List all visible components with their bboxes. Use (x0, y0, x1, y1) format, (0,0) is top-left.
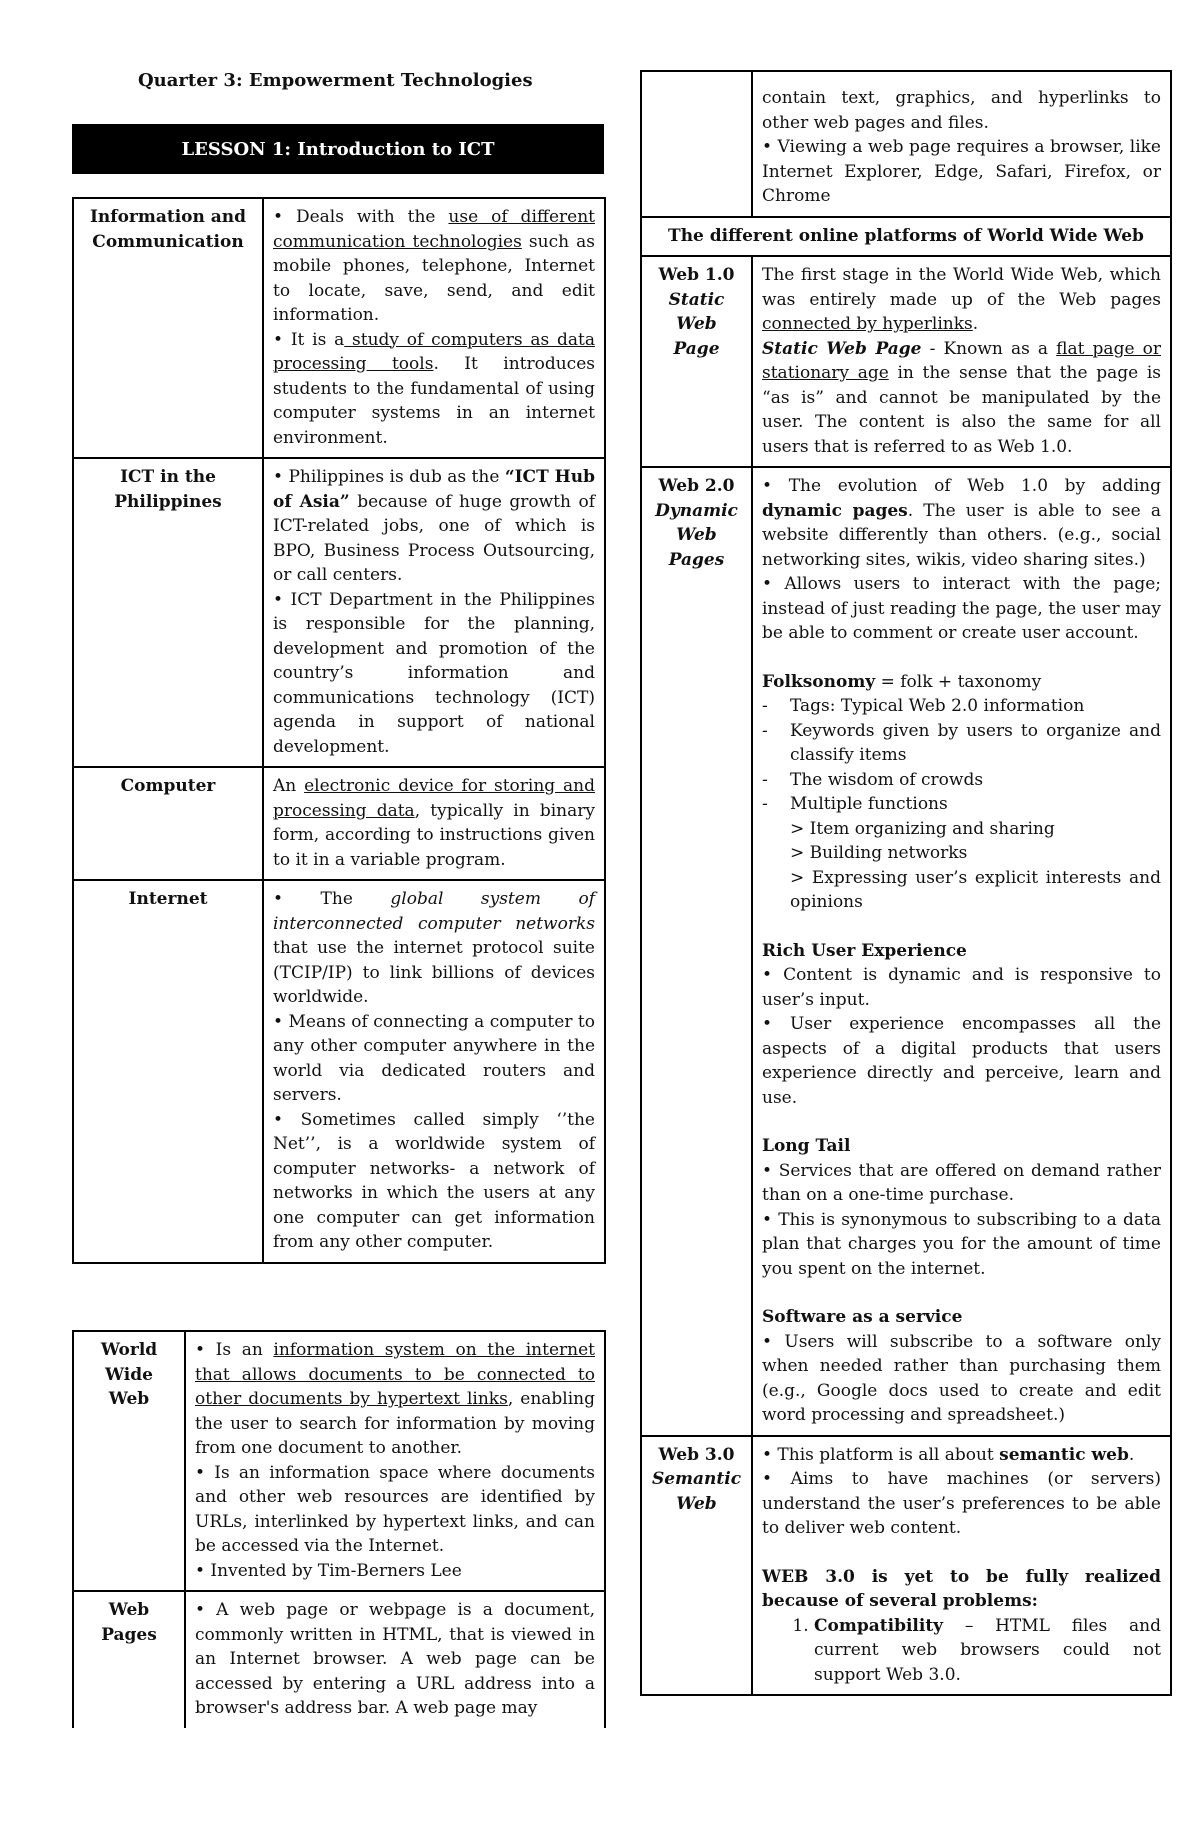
list-item: 1. Compatibility – HTML files and current web browsers could not support Web 3.0. (814, 1614, 1161, 1688)
bullet: • Philippines is dub as the “ICT Hub of Asia” because of huge growth of ICT-related jobs, one of which is BPO, Business Process Outsourcing, or call centers. (273, 467, 595, 585)
table-row (641, 71, 1171, 217)
row-content (263, 880, 605, 1263)
bullet: • ICT Department in the Philippines is responsible for the planning, development and promotion of the country’s information and communications technology (ICT) agenda in support of national development. (273, 589, 595, 757)
list-item: - Tags: Typical Web 2.0 information (762, 696, 1085, 716)
subsection-title: Software as a service (762, 1307, 963, 1327)
bullet: • Allows users to interact with the page; instead of just reading the page, the user may be able to comment or create user account. (762, 574, 1161, 643)
row-label (641, 1436, 752, 1696)
label-subtitle: Dynamic Web Pages (655, 500, 738, 570)
empty-cell (641, 71, 752, 217)
subsection-title: Long Tail (762, 1136, 851, 1156)
row-content (263, 767, 605, 880)
list-item: - Multiple functions (762, 794, 948, 814)
bullet: • Deals with the use of different communication technologies such as mobile phones, telephone, Internet to locate, save, send, and edit information. (273, 207, 595, 325)
subsection-title: Rich User Experience (762, 940, 967, 961)
bullet: • Users will subscribe to a software only when needed rather than purchasing them (e.g., Google docs used to create and edit word processing and spreadsheet.) (762, 1331, 1161, 1425)
web-platforms-table (640, 70, 1172, 1696)
paragraph: Static Web Page - Known as a flat page or stationary age in the sense that the page is “as is” and cannot be manipulated by the user. The content is also the same for all users that is referred to as Web 1.0. (762, 338, 1162, 457)
row-content (185, 1331, 605, 1591)
sub-list-item: > Expressing user’s explicit interests and opinions (790, 867, 1161, 912)
ict-definitions-table (72, 197, 606, 1264)
paragraph: contain text, graphics, and hyperlinks to other web pages and files. (762, 88, 1161, 133)
label-subtitle: Semantic Web (651, 1469, 742, 1514)
section-header: The different online platforms of World Wide Web (641, 217, 1171, 257)
row-content (752, 1436, 1171, 1696)
paragraph: An electronic device for storing and processing data, typically in binary form, according to instructions given to it in a variable program. (273, 776, 595, 870)
paragraph: The first stage in the World Wide Web, which was entirely made up of the Web pages connected by hyperlinks. (762, 265, 1161, 334)
row-label: Web Pages (73, 1591, 185, 1728)
label-title: Web 1.0 (658, 265, 735, 285)
label-title: Web 2.0 (658, 476, 735, 496)
bullet: • Sometimes called simply ‘’the Net’’, is a worldwide system of computer networks- a network of networks in which the users at any one computer can get information from any other computer. (273, 1109, 595, 1252)
table-row (73, 767, 605, 880)
row-content (752, 467, 1171, 1436)
folksonomy-heading: Folksonomy = folk + taxonomy (762, 671, 1042, 692)
table-row (641, 467, 1171, 1436)
bullet: • A web page or webpage is a document, commonly written in HTML, that is viewed in an Internet browser. A web page can be accessed by entering a URL address into a browser's address bar. A web page may (195, 1600, 595, 1718)
table-row (73, 198, 605, 458)
row-label: Computer (73, 767, 263, 880)
bullet: • Means of connecting a computer to any other computer anywhere in the world via dedicated routers and servers. (273, 1011, 595, 1105)
row-content (752, 71, 1171, 217)
table-row (641, 217, 1171, 257)
bullet: • Viewing a web page requires a browser, like Internet Explorer, Edge, Safari, Firefox, or Chrome (762, 137, 1161, 206)
bullet: • User experience encompasses all the aspects of a digital products that users experience directly and perceive, learn and use. (762, 1014, 1161, 1108)
row-content (263, 458, 605, 767)
www-table (72, 1330, 606, 1728)
row-content (263, 198, 605, 458)
problems-list (762, 1614, 1161, 1688)
sub-list-item: > Item organizing and sharing (790, 818, 1055, 839)
table-row (73, 458, 605, 767)
bullet: • This platform is all about semantic web. (762, 1444, 1135, 1465)
sub-list-item: > Building networks (790, 843, 968, 863)
label-title: Web 3.0 (658, 1444, 735, 1465)
label-subtitle: Static Web Page (668, 289, 725, 359)
table-row (641, 256, 1171, 467)
table-row (73, 880, 605, 1263)
row-content (752, 256, 1171, 467)
row-label (641, 467, 752, 1436)
row-label: Information and Communication (73, 198, 263, 458)
row-label (641, 256, 752, 467)
bullet: • Invented by Tim-Berners Lee (195, 1560, 462, 1581)
row-label: Internet (73, 880, 263, 1263)
row-content (185, 1591, 605, 1728)
bullet: • Is an information space where documents and other web resources are identified by URLs, interlinked by hypertext links, and can be accessed via the Internet. (195, 1462, 595, 1556)
row-label: ICT in the Philippines (73, 458, 263, 767)
bullet: • Content is dynamic and is responsive to user’s input. (762, 965, 1161, 1010)
bullet: • It is a study of computers as data processing tools. It introduces students to the fundamental of using computer systems in an internet environment. (273, 329, 595, 448)
bullet: • Services that are offered on demand rather than on a one-time purchase. (762, 1160, 1161, 1205)
bullet: • Is an information system on the internet that allows documents to be connected to other documents by hypertext links, enabling the user to search for information by moving from one document to another. (195, 1340, 596, 1458)
table-row (73, 1591, 605, 1728)
row-label: World Wide Web (73, 1331, 185, 1591)
subsection-title: WEB 3.0 is yet to be fully realized because of several problems: (762, 1566, 1161, 1611)
list-item: - The wisdom of crowds (762, 769, 984, 790)
bullet: • This is synonymous to subscribing to a data plan that charges you for the amount of time you spent on the internet. (762, 1209, 1161, 1279)
lesson-banner: LESSON 1: Introduction to ICT (72, 124, 604, 174)
table-row (641, 1436, 1171, 1696)
list-item: - Keywords given by users to organize and classify items (762, 720, 1161, 765)
bullet: • Aims to have machines (or servers) understand the user’s preferences to be able to deliver web content. (762, 1469, 1161, 1538)
document-title: Quarter 3: Empowerment Technologies (138, 70, 533, 91)
table-row (73, 1331, 605, 1591)
bullet: • The evolution of Web 1.0 by adding dynamic pages. The user is able to see a website differently than others. (e.g., social networking sites, wikis, video sharing sites.) (762, 476, 1161, 570)
bullet: • The global system of interconnected computer networks that use the internet protocol suite (TCIP/IP) to link billions of devices worldwide. (273, 889, 595, 1007)
